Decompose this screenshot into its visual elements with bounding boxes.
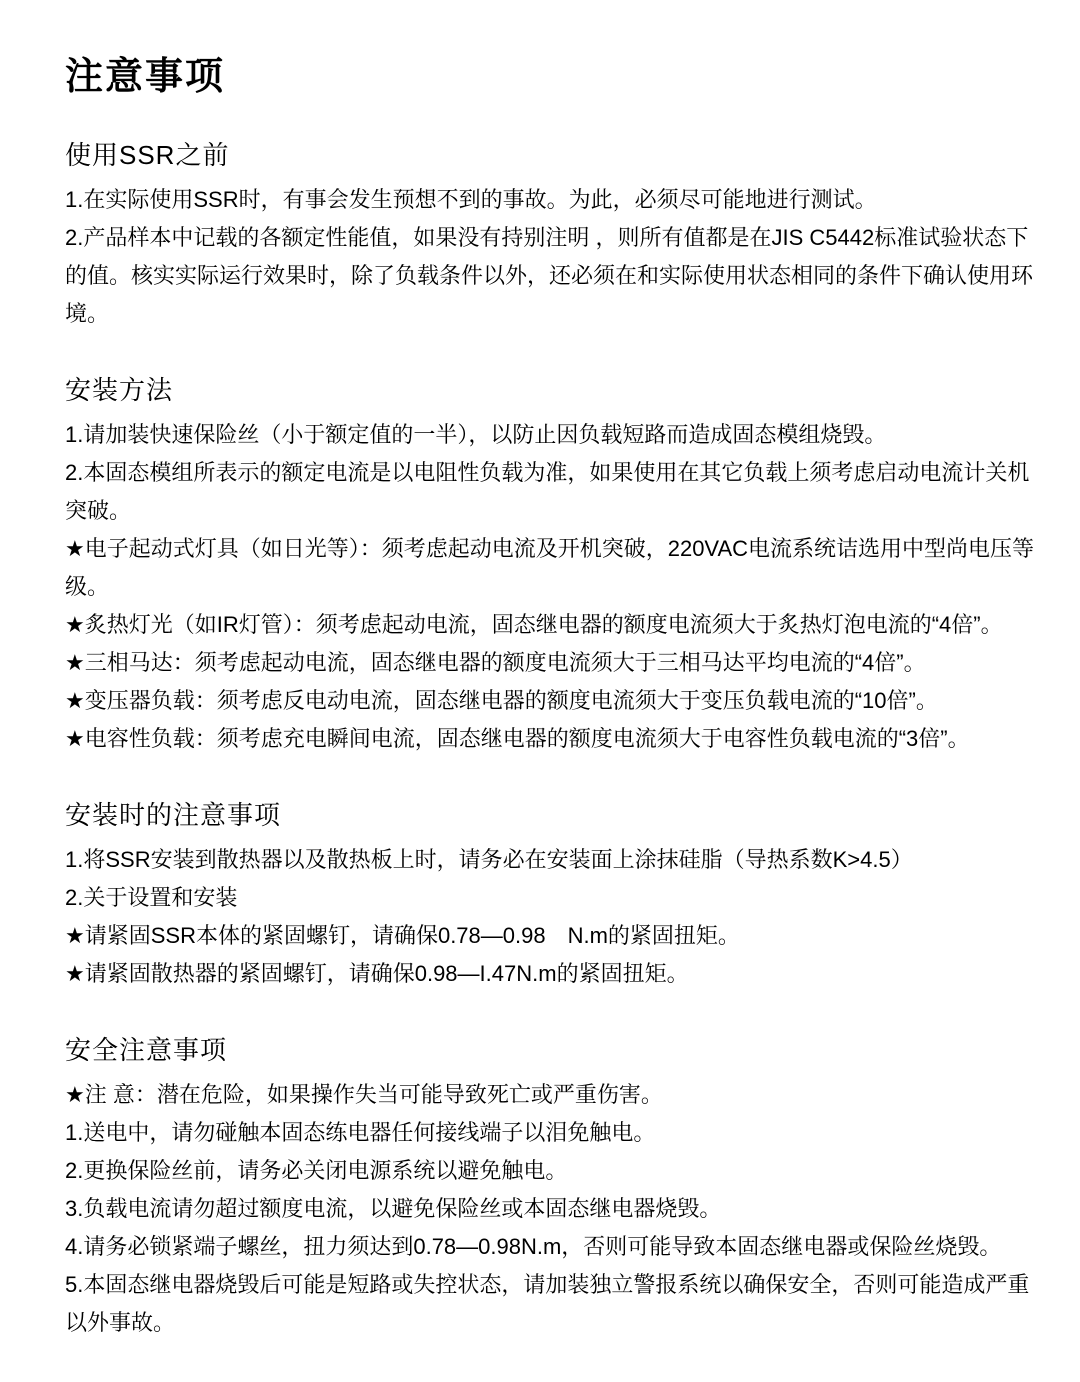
list-item: ★电子起动式灯具（如日光等）：须考虑起动电流及开机突破，220VAC电流系统诘选用中型尚电压等级。 <box>65 536 1035 600</box>
section-heading-installation-method: 安装方法 <box>65 374 174 405</box>
list-item: 3.负载电流请勿超过额度电流，以避免保险丝或本固态继电器烧毁。 <box>65 1196 722 1222</box>
list-item: 1.在实际使用SSR时，有事会发生预想不到的事故。为此，必须尽可能地进行测试。 <box>65 186 877 212</box>
page-title: 注意事项 <box>65 56 226 98</box>
list-item: 2.关于设置和安装 <box>65 885 238 911</box>
section-installation-method <box>65 375 1050 758</box>
section-heading-safety-precautions: 安全注意事项 <box>65 1035 228 1066</box>
list-item: ★注 意：潜在危险，如果操作失当可能导致死亡或严重伤害。 <box>65 1082 663 1108</box>
section-installation-precautions <box>65 800 1050 993</box>
list-item: ★请紧固散热器的紧固螺钉，请确保0.98—I.47N.m的紧固扭矩。 <box>65 961 689 987</box>
list-item: 2.产品样本中记载的各额定性能值，如果没有持别注明 ，则所有值都是在JIS C5442标准试验状态下的值。核实实际运行效果时，除了负载条件以外，还必须在和实际使用状态相同的条件下确认使用环境。 <box>65 224 1034 326</box>
list-item: 1.请加装快速保险丝（小于额定值的一半），以防止因负载短路而造成固态模组烧毁。 <box>65 422 887 448</box>
section-safety-precautions <box>65 1035 1050 1342</box>
list-item: ★电容性负载：须考虑充电瞬间电流，固态继电器的额度电流须大于电容性负载电流的“3倍”。 <box>65 726 970 752</box>
list-item: ★请紧固SSR本体的紧固螺钉，请确保0.78—0.98 N.m的紧固扭矩。 <box>65 923 740 949</box>
section-heading-installation-precautions: 安装时的注意事项 <box>65 800 282 831</box>
list-item: 4.请务必锁紧端子螺丝，扭力须达到0.78—0.98N.m，否则可能导致本固态继电器或保险丝烧毁。 <box>65 1234 1002 1260</box>
list-item: 2.本固态模组所表示的额定电流是以电阻性负载为准，如果使用在其它负载上须考虑启动电流计关机突破。 <box>65 460 1030 524</box>
list-item: 1.送电中，请勿碰触本固态练电器任何接线端子以泪免触电。 <box>65 1120 656 1146</box>
list-item: 1.将SSR安装到散热器以及散热板上时，请务必在安装面上涂抹硅脂（导热系数K>4.5） <box>65 847 913 873</box>
section-heading-before-using-ssr: 使用SSR之前 <box>65 139 230 170</box>
list-item: ★变压器负载：须考虑反电动电流，固态继电器的额度电流须大于变压负载电流的“10倍”。 <box>65 688 938 714</box>
list-item: ★炙热灯光（如IR灯管）：须考虑起动电流，固态继电器的额度电流须大于炙热灯泡电流的“4倍”。 <box>65 612 1003 638</box>
list-item: ★三相马达：须考虑起动电流，固态继电器的额度电流须大于三相马达平均电流的“4倍”。 <box>65 650 926 676</box>
list-item: 5.本固态继电器烧毁后可能是短路或失控状态，请加装独立警报系统以确保安全，否则可能造成严重以外事故。 <box>65 1272 1030 1336</box>
section-before-using-ssr <box>65 140 1050 333</box>
list-item: 2.更换保险丝前，请务必关闭电源系统以避免触电。 <box>65 1158 568 1184</box>
